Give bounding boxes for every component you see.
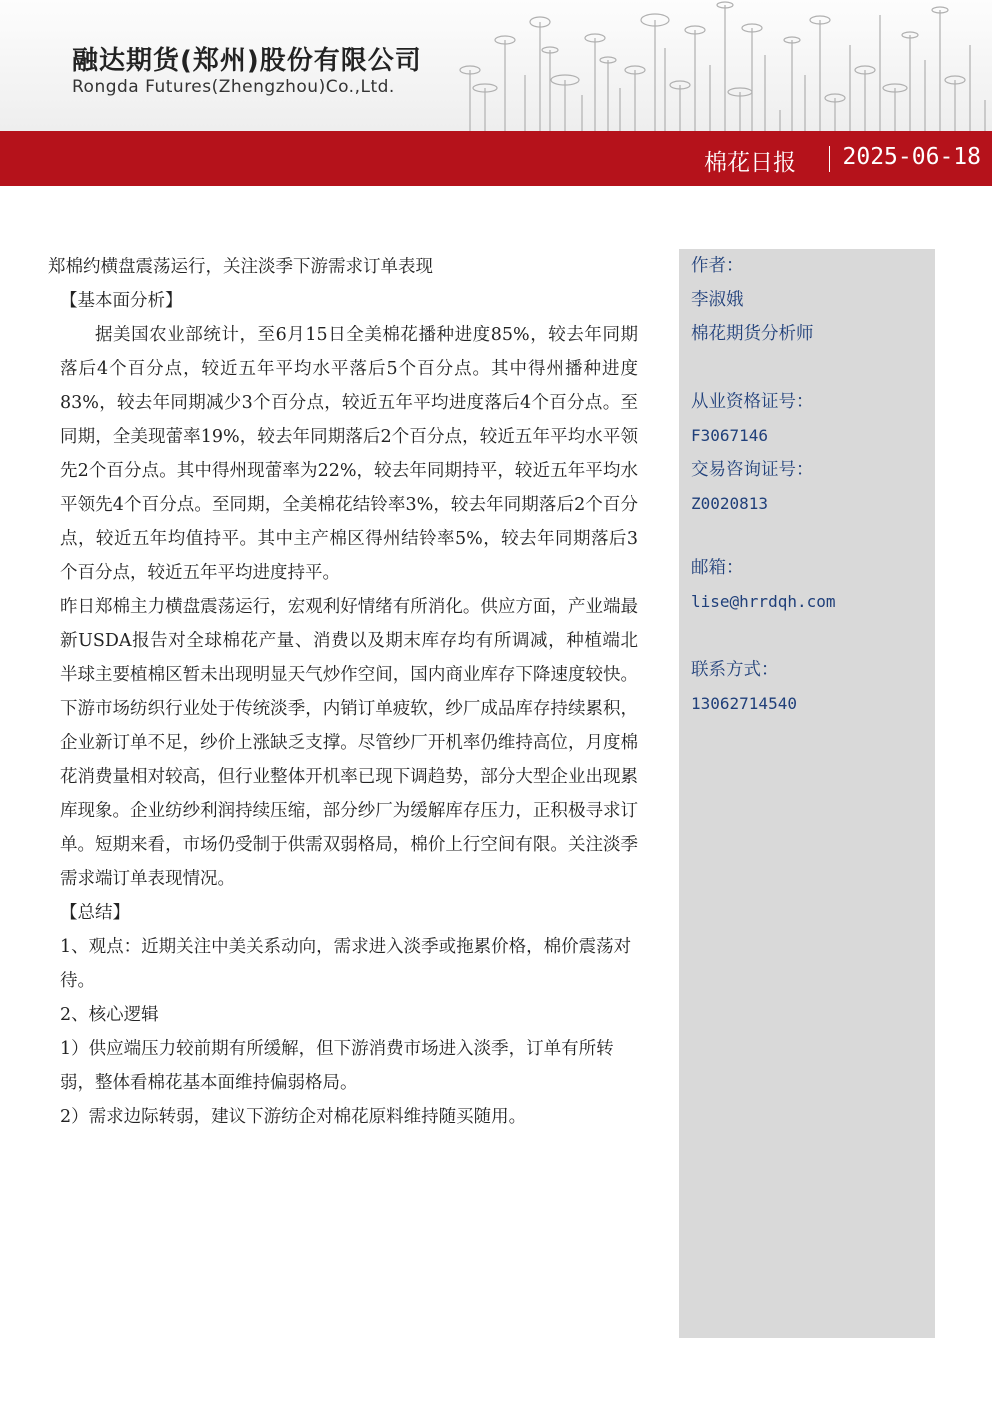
report-banner xyxy=(0,131,992,186)
consult-number: Z0020813 xyxy=(691,494,769,513)
phone-number: 13062714540 xyxy=(691,694,797,713)
fundamentals-paragraph-1: 据美国农业部统计，至6月15日全美棉花播种进度85%，较去年同期落后4个百分点，较近五年平均水平落后5个百分点。其中得州播种进度83%，较去年同期减少3个百分点，较近五年平均进度落后4个百分点。至同期，全美现蕾率19%，较去年同期落后2个百分点，较近五年平均水平领先2个百分点。其中得州现蕾率为22%，较去年同期持平，较近五年平均水平领先4个百分点。至同期，全美棉花结铃率3%，较去年同期落后2个百分点，较近五年均值持平。其中主产棉区得州结铃率5%，较去年同期落后3个百分点，较近五年平均进度持平。 xyxy=(60,325,638,583)
company-name-cn: 融达期货(郑州)股份有限公司 xyxy=(72,46,422,76)
core-logic-item-1: 1）供应端压力较前期有所缓解，但下游消费市场进入淡季，订单有所转弱，整体看棉花基本面维持偏弱格局。 xyxy=(60,1039,614,1093)
summary-view: 1、观点：近期关注中美关系动向，需求进入淡季或拖累价格，棉价震荡对待。 xyxy=(60,937,632,991)
email-label: 邮箱： xyxy=(691,558,744,578)
author-sidebar xyxy=(679,249,935,1338)
core-logic-item-2: 2）需求边际转弱，建议下游纺企对棉花原料维持随买随用。 xyxy=(60,1107,527,1127)
qualification-label: 从业资格证号： xyxy=(691,392,814,412)
author-name: 李淑娥 xyxy=(691,290,744,310)
article-body xyxy=(48,250,638,1134)
author-label: 作者： xyxy=(691,256,744,276)
email-address[interactable]: lise@hrrdqh.com xyxy=(691,592,836,611)
consult-label: 交易咨询证号： xyxy=(691,460,814,480)
qualification-number: F3067146 xyxy=(691,426,769,445)
header-decoration xyxy=(440,0,992,131)
contact-label: 联系方式： xyxy=(691,660,779,680)
page-header xyxy=(0,0,992,131)
fundamentals-paragraph-2: 昨日郑棉主力横盘震荡运行，宏观利好情绪有所消化。供应方面，产业端最新USDA报告对全球棉花产量、消费以及期末库存均有所调减，种植端北半球主要植棉区暂未出现明显天气炒作空间，国内商业库存下降速度较快。下游市场纺织行业处于传统淡季，内销订单疲软，纱厂成品库存持续累积，企业新订单不足，纱价上涨缺乏支撑。尽管纱厂开机率仍维持高位，月度棉花消费量相对较高，但行业整体开机率已现下调趋势，部分大型企业出现累库现象。企业纺纱利润持续压缩，部分纱厂为缓解库存压力，正积极寻求订单。短期来看，市场仍受制于供需双弱格局，棉价上行空间有限。关注淡季需求端订单表现情况。 xyxy=(60,597,638,889)
banner-divider xyxy=(829,146,830,172)
article-headline: 郑棉约横盘震荡运行，关注淡季下游需求订单表现 xyxy=(48,257,433,277)
summary-heading: 【总结】 xyxy=(60,903,130,923)
fundamentals-heading: 【基本面分析】 xyxy=(60,291,183,311)
company-name-en: Rongda Futures(Zhengzhou)Co.,Ltd. xyxy=(72,77,395,97)
report-type: 棉花日报 xyxy=(704,150,796,176)
core-logic-heading: 2、核心逻辑 xyxy=(60,1005,159,1025)
author-title: 棉花期货分析师 xyxy=(691,324,814,344)
report-date: 2025-06-18 xyxy=(842,144,981,170)
